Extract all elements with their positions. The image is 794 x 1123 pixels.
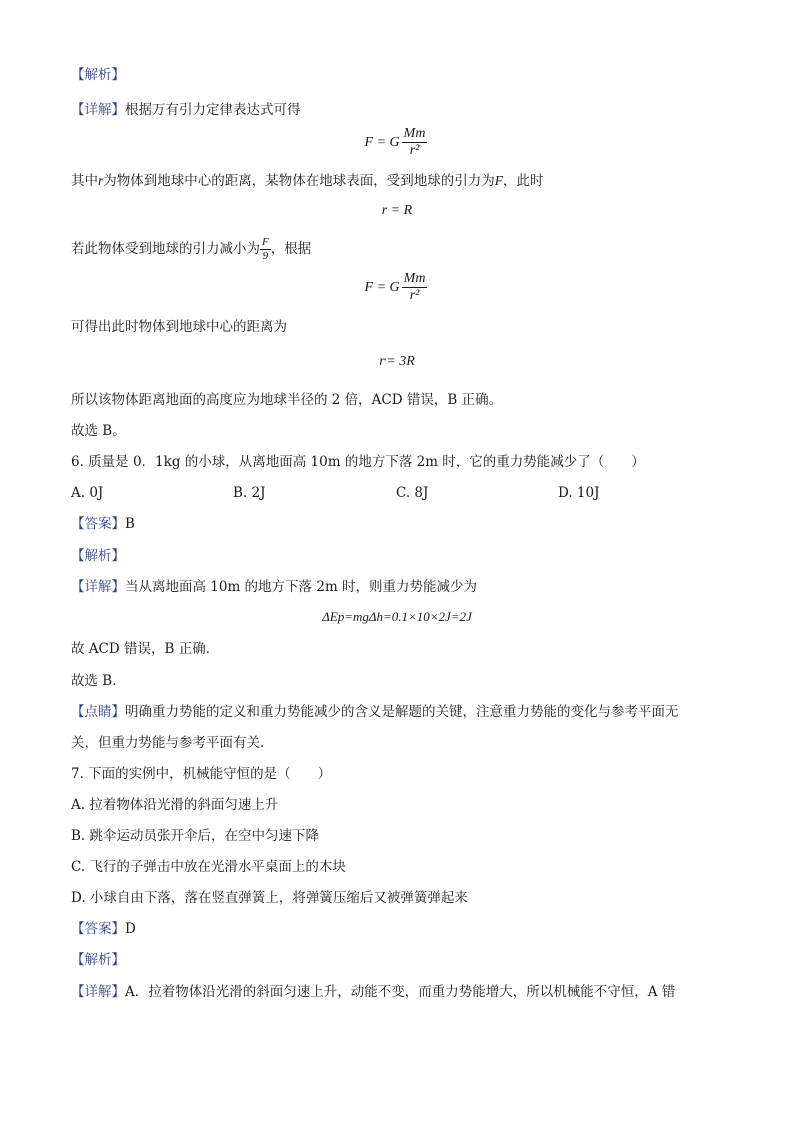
formula-r-prime-3R: r ' = 3R (379, 354, 415, 369)
answer-tag: 【答案】 (71, 516, 125, 532)
text-line-conclusion: 所以该物体距离地面的高度应为地球半径的 2 倍，ACD 错误，B 正确。 (71, 392, 503, 408)
q6-option-a: A. 0J (71, 485, 104, 501)
q7-answer: 【答案】D (71, 921, 136, 937)
formula-potential-energy: ΔEp=mgΔh=0.1×10×2J=2J (322, 609, 472, 624)
formula-r-equals-R: r = R (381, 203, 413, 218)
q6-answer: 【答案】B (71, 516, 135, 532)
q7-detail: 【详解】A．拉着物体沿光滑的斜面匀速上升，动能不变，而重力势能增大，所以机械能不守恒，A 错 (71, 984, 676, 1000)
q7-analysis-heading: 【解析】 (71, 952, 125, 968)
text-line-distance: 可得出此时物体到地球中心的距离为 (71, 319, 287, 335)
q6-line-acd-wrong: 故 ACD 错误，B 正确． (71, 641, 220, 657)
q6-key-point-1: 【点睛】明确重力势能的定义和重力势能减少的含义是解题的关键，注意重力势能的变化与参考平面无 (71, 704, 679, 720)
detail-text: 根据万有引力定律表达式可得 (125, 102, 301, 118)
question-6: 6. 质量是 0．1kg 的小球，从离地面高 10m 的地方下落 2m 时，它的重力势能减少了（ ） (71, 454, 645, 470)
q6-option-c: C. 8J (396, 485, 429, 501)
q7-option-d: D. 小球自由下落，落在竖直弹簧上，将弹簧压缩后又被弹簧弹起来 (71, 890, 468, 906)
analysis-heading (71, 66, 125, 84)
detail-tag: 【详解】 (71, 102, 125, 118)
key-point-tag: 【点睛】 (71, 704, 125, 720)
q7-option-c: C. 飞行的子弹击中放在光滑水平桌面上的木块 (71, 859, 346, 875)
q7-option-a: A. 拉着物体沿光滑的斜面匀速上升 (71, 797, 279, 813)
q6-key-point-2: 关，但重力势能与参考平面有关． (71, 735, 274, 751)
q6-line-choose-b: 故选 B． (71, 673, 126, 689)
q6-option-d: D. 10J (558, 485, 600, 501)
question-7: 7. 下面的实例中，机械能守恒的是（ ） (71, 766, 332, 782)
text-line-choose-b: 故选 B。 (71, 423, 126, 439)
fraction-F-over-9: $\frac{F}{9}$ (262, 236, 269, 262)
formula-gravitation-1: F = G $\frac{Mm}{\text{r²}}$ (364, 126, 426, 158)
text-line-r-definition: 其中r为物体到地球中心的距离，某物体在地球表面，受到地球的引力为F，此时 (71, 173, 544, 189)
text-line-force-reduced: 若此物体受到地球的引力减小为 $\frac{F}{9}$ ，根据 (71, 236, 312, 262)
q6-detail: 【详解】当从离地面高 10m 的地方下落 2m 时，则重力势能减少为 (71, 579, 478, 595)
formula-gravitation-2: F = G $\frac{Mm}{\text{r²}}$ (364, 271, 426, 303)
q6-option-b: B. 2J (233, 485, 266, 501)
q6-analysis-heading: 【解析】 (71, 548, 125, 564)
q7-option-b: B. 跳伞运动员张开伞后，在空中匀速下降 (71, 828, 320, 844)
analysis-tag: 【解析】 (71, 67, 125, 83)
detail-line-1 (71, 101, 301, 119)
